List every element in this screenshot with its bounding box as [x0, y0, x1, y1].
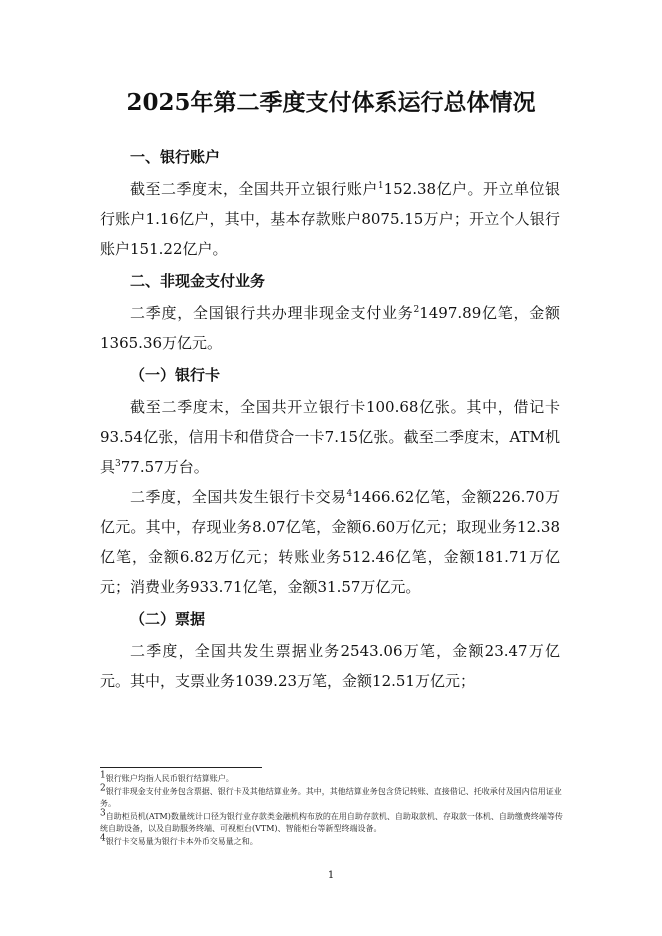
section-heading-noncash: 二、非现金支付业务	[130, 272, 266, 290]
paragraph-text: 截至二季度末，全国共开立银行卡100.68亿张。其中，借记卡93.54亿张，信用卡和借贷合一卡7.15亿张。截至二季度末，ATM机具	[100, 398, 560, 476]
footnote-1	[100, 770, 565, 786]
section-heading-bank-accounts: 一、银行账户	[130, 148, 221, 166]
paragraph-text: 截至二季度末，全国共开立银行账户	[130, 180, 378, 198]
paragraph-text: 二季度，全国共发生银行卡交易	[130, 488, 347, 506]
footnote-text: 自助柜员机(ATM)数量统计口径为银行业存款类金融机构布放的在用自助存款机、自助取款机、存取款一体机、自助缴费终端等传统自助设备，以及自助服务终端、可视柜台(VTM)、智能柜台等新型终端设备。	[100, 811, 563, 833]
document-title: 2025年第二季度支付体系运行总体情况	[126, 89, 536, 116]
footnote-text: 银行非现金支付业务包含票据、银行卡及其他结算业务。其中，其他结算业务包含贷记转账、直接借记、托收承付及国内信用证业务。	[100, 786, 562, 808]
footnote-number: 3	[100, 807, 106, 818]
footnote-ref-2[interactable]: 2	[413, 305, 420, 315]
paragraph-bank-card-transactions	[100, 482, 560, 602]
footnote-ref-1[interactable]: 1	[377, 181, 384, 191]
paragraph-text: 二季度，全国共发生票据业务2543.06万笔，金额23.47万亿元。其中，支票业务1039.23万笔，金额12.51万亿元；	[100, 642, 560, 690]
footnotes	[100, 770, 565, 848]
page-number: 1	[327, 870, 335, 881]
paragraph-noncash-summary	[100, 298, 560, 358]
paragraph-text: 152.38亿户。开立单位银行账户1.16亿户，其中，基本存款账户8075.15万户；开立个人银行账户151.22亿户。	[100, 180, 560, 258]
paragraph-bank-accounts	[100, 174, 560, 264]
paragraph-bills	[100, 636, 560, 696]
paragraph-text: 1497.89亿笔，金额1365.36万亿元。	[100, 304, 560, 352]
paragraph-text: 二季度，全国银行共办理非现金支付业务	[130, 304, 414, 322]
subsection-heading-bank-card: （一）银行卡	[130, 366, 221, 384]
document-body	[100, 140, 560, 696]
paragraph-bank-card-accounts	[100, 392, 560, 482]
paragraph-text: 1466.62亿笔，金额226.70万亿元。其中，存现业务8.07亿笔，金额6.60万亿元；取现业务12.38亿笔，金额6.82万亿元；转账业务512.46亿笔，金额181.71万亿元；消费业务933.71亿笔，金额31.57万亿元。	[100, 488, 560, 596]
footnote-text: 银行账户均指人民币银行结算账户。	[105, 774, 234, 783]
footnote-3	[100, 807, 565, 836]
footnote-2	[100, 782, 565, 811]
footnote-ref-4[interactable]: 4	[346, 489, 353, 499]
footnote-4	[100, 832, 565, 849]
footnote-number: 4	[100, 832, 106, 843]
footnote-divider	[100, 767, 262, 768]
paragraph-text: 77.57万台。	[120, 458, 209, 476]
footnote-ref-3[interactable]: 3	[115, 459, 121, 469]
footnote-text: 银行卡交易量为银行卡本外币交易量之和。	[105, 836, 258, 846]
footnote-number: 1	[100, 770, 106, 781]
footnote-number: 2	[100, 782, 106, 793]
subsection-heading-bills: （二）票据	[130, 610, 206, 628]
